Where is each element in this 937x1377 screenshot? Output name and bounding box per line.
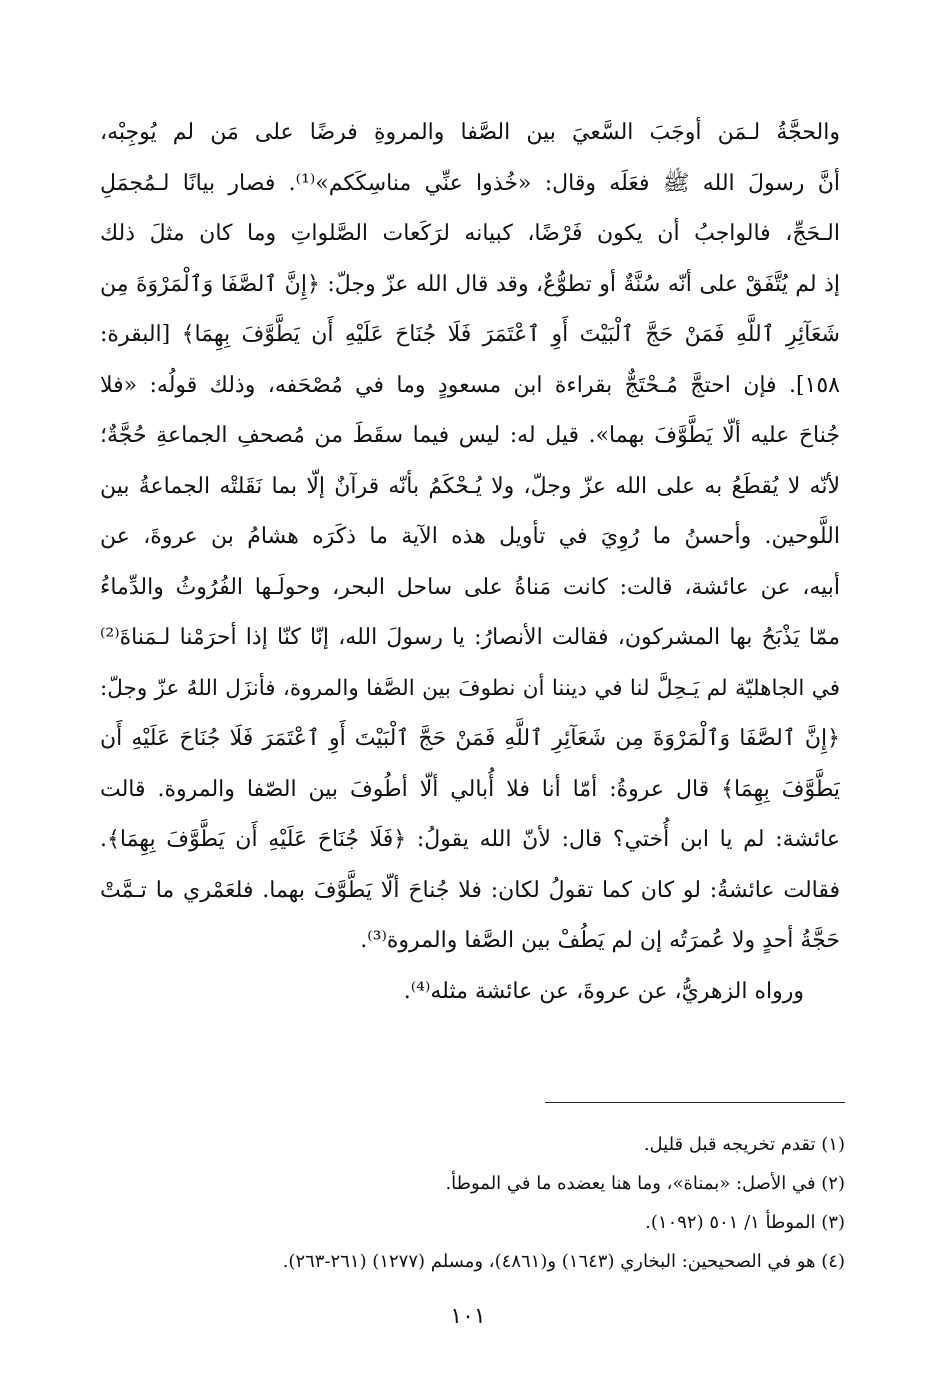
page-number: ١٠١ xyxy=(450,1304,486,1329)
text-line: عائشة: لم يا ابن أُختي؟ قال: لأنّ الله يقولُ: ﴿فَلَا جُنَاحَ عَلَيْهِ أَن يَطَّوَّفَ بِهِمَا﴾. xyxy=(100,827,840,852)
text-line: فقالت عائشةُ: لو كان كما تقولُ لكان: فلا جُناحَ ألّا يَطَّوَّفَ بهما. فلعَمْري ما تـمَّتْ xyxy=(100,877,840,903)
footnote: (٢) في الأصل: «بمناة»، وما هنا يعضده ما في الموطأ. xyxy=(445,1173,845,1194)
footnote: (١) تقدم تخريجه قبل قليل. xyxy=(643,1134,845,1155)
text-line: والحجَّةُ لـمَن أوجَبَ السَّعيَ بين الصَّفا والمروةِ فرضًا على مَن لم يُوجِبْه، xyxy=(100,120,840,145)
text-line: يَطَّوَّفَ بِهِمَا﴾ قال عروةُ: أمّا أنا فلا أُبالي ألّا أطُوفَ بين الصّفا والمروة. قالت xyxy=(100,776,840,802)
text-line: إذ لم يُتَّفَقْ على أنّه سُنَّةٌ أو تطوُّعٌ، وقد قال الله عزّ وجلّ: ﴿إِنَّ ٱلصَّفَا وَٱلْمَرْوَةَ مِن xyxy=(100,271,840,297)
footnote-separator xyxy=(545,1102,845,1103)
text-line: أنَّ رسولَ الله ﷺ فعَلَه وقال: «خُذوا عنِّي مناسِكَكم»⁽¹⁾. فصار بيانًا لـمُجمَلِ xyxy=(100,170,840,196)
text-line: اللَّوحين. وأحسنُ ما رُوِيَ في تأويل هذه الآية ما ذكَرَه هشامُ بن عروةَ، عن xyxy=(100,524,840,549)
text-line: الـحَجِّ، فالواجبُ أن يكون فَرْضًا، كبيانه لرَكَعات الصَّلواتِ وما كان مثلَ ذلك xyxy=(100,221,840,246)
main-text xyxy=(100,108,840,1017)
footnote: (٣) الموطأ ١/ ٥٠١ (١٠٩٢). xyxy=(645,1212,845,1233)
quran-verse-line: ﴿إِنَّ ٱلصَّفَا وَٱلْمَرْوَةَ مِن شَعَآئِرِ ٱللَّهِ فَمَنْ حَجَّ ٱلْبَيْتَ أَوِ ٱعْتَمَرَ فَلَا جُنَاحَ عَلَيْهِ أَن xyxy=(100,726,840,751)
text-line: جُناحَ عليه ألّا يَطَّوَّفَ بهما». قيل له: ليس فيما سقَطَ من مُصحفِ الجماعةِ حُجَّةٌ؛ xyxy=(100,423,840,448)
text-line: أبيه، عن عائشة، قالت: كانت مَناةُ على ساحل البحر، وحولَـها الفُرُوثُ والدِّماءُ xyxy=(100,574,840,600)
text-line: حَجَّةُ أحدٍ ولا عُمرَتُه إن لم يَطُفْ بين الصَّفا والمروة⁽³⁾. xyxy=(360,928,840,953)
text-line: لأنّه لا يُقطَعُ به على الله عزّ وجلّ، ولا يُـحْكَمُ بأنّه قرآنٌ إلّا بما نَقَلتْه الجماعةُ بين xyxy=(100,473,840,499)
text-line: في الجاهليّة لم يَـحِلَّ لنا في ديننا أن نطوفَ بين الصَّفا والمروة، فأنزَل اللهُ عزّ وجلّ: xyxy=(100,675,840,701)
text-line: ورواه الزهريُّ، عن عروةَ، عن عائشة مثله⁽⁴⁾. xyxy=(403,978,804,1004)
quran-verse-line: شَعَآئِرِ ٱللَّهِ فَمَنْ حَجَّ ٱلْبَيْتَ أَوِ ٱعْتَمَرَ فَلَا جُنَاحَ عَلَيْهِ أَن يَطَّوَّفَ بِهِمَا﴾ [البقرة: xyxy=(100,322,840,347)
text-line: ممّا يَذْبَحُ بها المشركون، فقالت الأنصارُ: يا رسولَ الله، إنّا كنّا إذا أحرَمْنا لـمَناةَ⁽²⁾ xyxy=(100,625,840,650)
footnotes xyxy=(100,1125,845,1281)
footnote: (٤) هو في الصحيحين: البخاري (١٦٤٣) و(٤٨٦١)، ومسلم (١٢٧٧) (٢٦١-٢٦٣). xyxy=(282,1251,845,1272)
text-line: ١٥٨]. فإن احتجَّ مُـحْتَجٌّ بقراءة ابن مسعودٍ وما في مُصْحَفه، وذلك قولُه: «فلا xyxy=(100,372,840,398)
